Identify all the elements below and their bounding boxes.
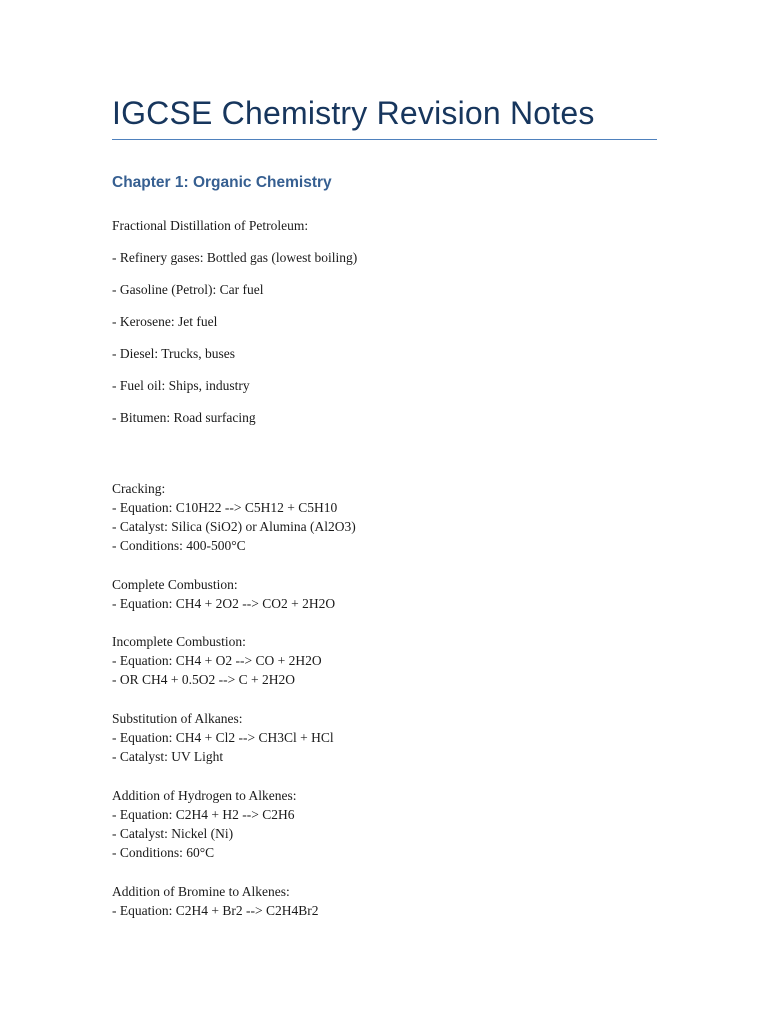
list-item: - Bitumen: Road surfacing (112, 410, 256, 425)
note-line: - Catalyst: UV Light (112, 749, 224, 764)
list-item: - Refinery gases: Bottled gas (lowest boiling) (112, 250, 358, 265)
section-heading-addition-hydrogen: Addition of Hydrogen to Alkenes: (112, 788, 297, 803)
list-item: - Diesel: Trucks, buses (112, 346, 236, 361)
list-item: - Kerosene: Jet fuel (112, 314, 218, 329)
note-line: - Conditions: 400-500°C (112, 538, 246, 553)
note-line: - OR CH4 + 0.5O2 --> C + 2H2O (112, 672, 295, 687)
section-heading-incomplete-combustion: Incomplete Combustion: (112, 634, 246, 649)
section-heading-complete-combustion: Complete Combustion: (112, 577, 238, 592)
section-heading-fractional-distillation: Fractional Distillation of Petroleum: (112, 218, 309, 233)
list-item: - Fuel oil: Ships, industry (112, 378, 250, 393)
note-line: - Equation: C2H4 + H2 --> C2H6 (112, 807, 295, 822)
note-line: - Catalyst: Silica (SiO2) or Alumina (Al2O3) (112, 519, 356, 534)
note-line: - Catalyst: Nickel (Ni) (112, 826, 234, 841)
section-heading-substitution: Substitution of Alkanes: (112, 711, 243, 726)
note-line: - Equation: C10H22 --> C5H12 + C5H10 (112, 500, 338, 515)
list-item: - Gasoline (Petrol): Car fuel (112, 282, 264, 297)
note-line: - Conditions: 60°C (112, 845, 215, 860)
note-line: - Equation: CH4 + O2 --> CO + 2H2O (112, 653, 322, 668)
section-heading-addition-bromine: Addition of Bromine to Alkenes: (112, 884, 290, 899)
title-underline (112, 139, 657, 140)
note-line: - Equation: C2H4 + Br2 --> C2H4Br2 (112, 903, 319, 918)
document-title: IGCSE Chemistry Revision Notes (112, 95, 595, 131)
note-line: - Equation: CH4 + Cl2 --> CH3Cl + HCl (112, 730, 334, 745)
section-heading-cracking: Cracking: (112, 481, 166, 496)
chapter-heading: Chapter 1: Organic Chemistry (112, 174, 332, 191)
note-line: - Equation: CH4 + 2O2 --> CO2 + 2H2O (112, 596, 336, 611)
